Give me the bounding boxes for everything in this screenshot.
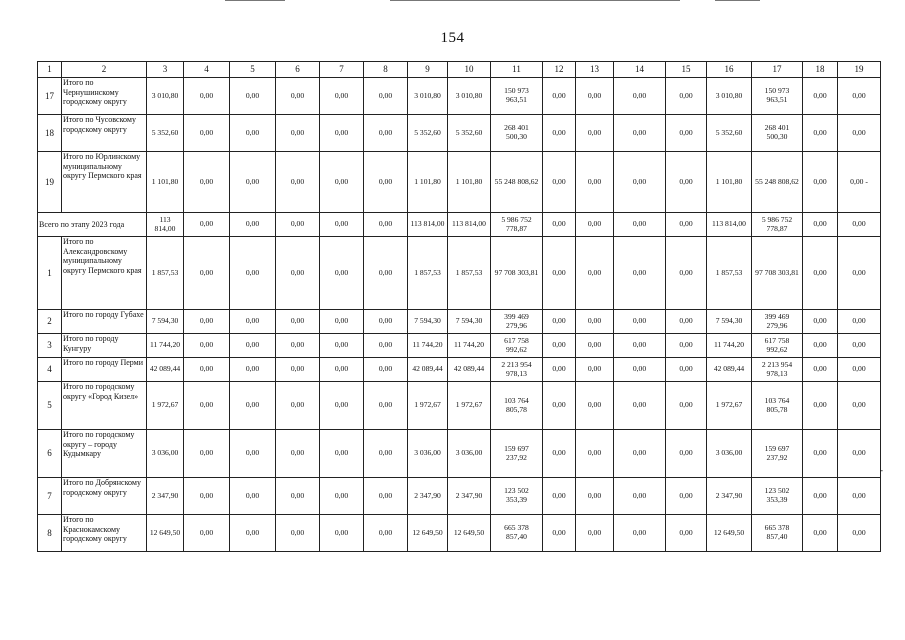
municipality-name: Итого по Юрлинскому муниципальному округу Пермского края <box>62 152 147 213</box>
row-number: 17 <box>38 78 62 115</box>
table-cell: 0,00 <box>230 78 276 115</box>
table-cell: 0,00 <box>666 515 707 552</box>
table-cell: 12 649,50 <box>707 515 752 552</box>
table-cell: 0,00 <box>838 515 881 552</box>
table-cell: 5 352,60 <box>147 115 184 152</box>
column-header-8: 8 <box>364 62 408 78</box>
table-cell: 113 814,00 <box>408 213 448 237</box>
column-header-13: 13 <box>576 62 614 78</box>
table-row <box>38 310 881 334</box>
table-cell: 0,00 <box>320 78 364 115</box>
table-cell: 0,00 <box>276 152 320 213</box>
table-cell: 0,00 <box>576 478 614 515</box>
table-cell: 0,00 <box>576 515 614 552</box>
table-cell: 113 814,00 <box>448 213 491 237</box>
table-cell: 0,00 <box>230 310 276 334</box>
table-cell: 0,00 <box>666 334 707 358</box>
table-cell: 0,00 <box>614 358 666 382</box>
table-row <box>38 213 881 237</box>
table-cell: 113 814,00 <box>147 213 184 237</box>
table-cell: 0,00 <box>276 478 320 515</box>
top-rule-left <box>225 0 285 1</box>
table-cell: 3 010,80 <box>448 78 491 115</box>
top-rule-middle <box>390 0 680 1</box>
table-cell: 123 502 353,39 <box>491 478 543 515</box>
table-cell: 2 213 954 978,13 <box>752 358 803 382</box>
table-cell: 5 986 752 778,87 <box>491 213 543 237</box>
municipality-name: Итого по городскому округу «Город Кизел» <box>62 382 147 430</box>
table-cell: 0,00 <box>364 382 408 430</box>
table-cell: 0,00 <box>320 310 364 334</box>
table-cell: 0,00 <box>543 358 576 382</box>
column-header-6: 6 <box>276 62 320 78</box>
table-cell: 1 857,53 <box>408 237 448 310</box>
table-cell: 617 758 992,62 <box>491 334 543 358</box>
table-cell: 0,00 <box>838 213 881 237</box>
table-cell: 11 744,20 <box>147 334 184 358</box>
table-cell: 1 101,80 <box>707 152 752 213</box>
table-cell: 0,00 <box>276 334 320 358</box>
table-cell: 0,00 <box>184 430 230 478</box>
table-cell: 0,00 <box>184 152 230 213</box>
table-cell: 0,00 <box>230 213 276 237</box>
table-cell: 0,00 <box>576 78 614 115</box>
data-table <box>37 61 881 552</box>
table-cell: 0,00 <box>543 237 576 310</box>
column-header-5: 5 <box>230 62 276 78</box>
row-number: 4 <box>38 358 62 382</box>
table-cell: 0,00 <box>576 334 614 358</box>
table-cell: 0,00 <box>576 213 614 237</box>
table-cell: 0,00 <box>364 515 408 552</box>
row-number: 1 <box>38 237 62 310</box>
table-cell: 2 347,90 <box>707 478 752 515</box>
table-cell: 0,00 <box>803 237 838 310</box>
table-cell: 665 378 857,40 <box>491 515 543 552</box>
table-cell: 1 857,53 <box>448 237 491 310</box>
table-cell: 11 744,20 <box>448 334 491 358</box>
table-cell: 1 972,67 <box>707 382 752 430</box>
table-cell: 0,00 <box>320 213 364 237</box>
table-cell: 1 101,80 <box>147 152 184 213</box>
table-cell: 0,00 <box>838 78 881 115</box>
row-number: 3 <box>38 334 62 358</box>
table-cell: 0,00 <box>184 78 230 115</box>
table-cell: 0,00 <box>364 478 408 515</box>
row-number: 6 <box>38 430 62 478</box>
table-cell: 0,00 <box>838 237 881 310</box>
table-cell: 0,00 <box>230 478 276 515</box>
table-cell: 0,00 <box>230 115 276 152</box>
table-cell: 0,00 <box>320 237 364 310</box>
table-cell: 268 401 500,30 <box>752 115 803 152</box>
table-cell: 0,00 <box>576 310 614 334</box>
table-cell: 0,00 <box>276 515 320 552</box>
column-header-19: 19 <box>838 62 881 78</box>
table-row <box>38 115 881 152</box>
table-cell: 0,00 <box>320 382 364 430</box>
municipality-name: Итого по Добрянскому городскому округу <box>62 478 147 515</box>
column-header-3: 3 <box>147 62 184 78</box>
table-cell: 0,00 <box>803 78 838 115</box>
column-header-10: 10 <box>448 62 491 78</box>
row-number: 7 <box>38 478 62 515</box>
table-cell: 0,00 <box>576 237 614 310</box>
table-cell: 0,00 <box>838 115 881 152</box>
table-cell: 0,00 <box>666 213 707 237</box>
table-cell: 5 352,60 <box>448 115 491 152</box>
table-cell: 0,00 <box>230 382 276 430</box>
table-cell: 0,00 <box>614 334 666 358</box>
column-header-14: 14 <box>614 62 666 78</box>
table-cell: 3 010,80 <box>408 78 448 115</box>
table-row <box>38 78 881 115</box>
table-cell: 0,00 <box>184 334 230 358</box>
table-row <box>38 430 881 478</box>
table-cell: 0,00 <box>614 430 666 478</box>
table-cell: 11 744,20 <box>408 334 448 358</box>
page-number: 154 <box>440 30 465 46</box>
table-cell: 399 469 279,96 <box>491 310 543 334</box>
table-cell: 0,00 <box>576 382 614 430</box>
table-cell: 7 594,30 <box>448 310 491 334</box>
municipality-name: Итого по Александровскому муниципальному округу Пермского края <box>62 237 147 310</box>
table-cell: 0,00 <box>276 237 320 310</box>
table-cell: 1 972,67 <box>448 382 491 430</box>
table-cell: 2 347,90 <box>147 478 184 515</box>
column-header-4: 4 <box>184 62 230 78</box>
table-cell: 0,00 <box>803 152 838 213</box>
table-cell: 0,00 <box>276 78 320 115</box>
header-row <box>38 62 881 78</box>
column-header-9: 9 <box>408 62 448 78</box>
table-cell: 0,00 <box>184 382 230 430</box>
table-cell: 0,00 <box>184 310 230 334</box>
table-cell: 1 101,80 <box>448 152 491 213</box>
table-cell: 0,00 <box>320 152 364 213</box>
margin-mark: - <box>880 465 883 475</box>
table-row <box>38 515 881 552</box>
column-header-17: 17 <box>752 62 803 78</box>
table-cell: 617 758 992,62 <box>752 334 803 358</box>
table-cell: 42 089,44 <box>147 358 184 382</box>
table-cell: 0,00 <box>614 115 666 152</box>
table-cell: 0,00 <box>364 78 408 115</box>
table-cell: 0,00 <box>803 115 838 152</box>
table-cell: 3 036,00 <box>448 430 491 478</box>
table-cell: 0,00 <box>838 430 881 478</box>
column-header-1: 1 <box>38 62 62 78</box>
table-cell: 2 347,90 <box>448 478 491 515</box>
table-cell: 0,00 <box>666 382 707 430</box>
table-cell: 0,00 <box>276 382 320 430</box>
table-cell: 0,00 <box>666 237 707 310</box>
table-cell: 0,00 <box>320 515 364 552</box>
table-cell: 0,00 <box>543 478 576 515</box>
table-cell: 0,00 <box>230 358 276 382</box>
table-cell: 2 213 954 978,13 <box>491 358 543 382</box>
table-cell: 0,00 <box>576 152 614 213</box>
table-cell: 159 697 237,92 <box>491 430 543 478</box>
table-cell: 103 764 805,78 <box>491 382 543 430</box>
table-cell: 0,00 <box>184 237 230 310</box>
table-cell: 0,00 <box>320 430 364 478</box>
table-cell: 3 010,80 <box>147 78 184 115</box>
table-cell: 0,00 <box>364 213 408 237</box>
row-number: 8 <box>38 515 62 552</box>
table-cell: 0,00 <box>803 515 838 552</box>
table-cell: 103 764 805,78 <box>752 382 803 430</box>
table-cell: 0,00 <box>614 382 666 430</box>
table-cell: 159 697 237,92 <box>752 430 803 478</box>
table-cell: 1 101,80 <box>408 152 448 213</box>
table-cell: 0,00 <box>666 430 707 478</box>
table-cell: 0,00 <box>803 213 838 237</box>
table-cell: 0,00 <box>803 382 838 430</box>
table-cell: 0,00 <box>276 430 320 478</box>
table-cell: 1 857,53 <box>707 237 752 310</box>
column-header-12: 12 <box>543 62 576 78</box>
table-row <box>38 152 881 213</box>
table-cell: 0,00 <box>364 115 408 152</box>
column-header-11: 11 <box>491 62 543 78</box>
table-cell: 150 973 963,51 <box>752 78 803 115</box>
table-cell: 42 089,44 <box>408 358 448 382</box>
table-cell: 97 708 303,81 <box>752 237 803 310</box>
table-cell: 3 036,00 <box>408 430 448 478</box>
table-cell: 123 502 353,39 <box>752 478 803 515</box>
table-row <box>38 334 881 358</box>
municipality-name: Итого по Чусовскому городскому округу <box>62 115 147 152</box>
table-cell: 0,00 <box>543 310 576 334</box>
table-cell: 55 248 808,62 <box>752 152 803 213</box>
table-cell: 0,00 - <box>838 152 881 213</box>
municipality-name: Итого по городскому округу – городу Кудымкару <box>62 430 147 478</box>
table-cell: 0,00 <box>576 430 614 478</box>
row-number: 19 <box>38 152 62 213</box>
table-cell: 0,00 <box>838 382 881 430</box>
table-cell: 42 089,44 <box>707 358 752 382</box>
table-cell: 0,00 <box>838 310 881 334</box>
table-cell: 113 814,00 <box>707 213 752 237</box>
table-cell: 0,00 <box>838 358 881 382</box>
table-cell: 97 708 303,81 <box>491 237 543 310</box>
table-cell: 7 594,30 <box>408 310 448 334</box>
municipality-name: Итого по городу Губахе <box>62 310 147 334</box>
top-rule-right <box>715 0 760 1</box>
table-cell: 0,00 <box>230 237 276 310</box>
table-cell: 42 089,44 <box>448 358 491 382</box>
table-cell: 0,00 <box>838 478 881 515</box>
table-cell: 0,00 <box>666 152 707 213</box>
table-cell: 0,00 <box>614 78 666 115</box>
table-cell: 2 347,90 <box>408 478 448 515</box>
table-cell: 0,00 <box>543 213 576 237</box>
table-cell: 0,00 <box>614 310 666 334</box>
row-number: 5 <box>38 382 62 430</box>
table-cell: 12 649,50 <box>448 515 491 552</box>
table-cell: 0,00 <box>543 382 576 430</box>
table-cell: 0,00 <box>184 358 230 382</box>
table-cell: 12 649,50 <box>147 515 184 552</box>
municipality-name: Итого по городу Кунгуру <box>62 334 147 358</box>
table-cell: 268 401 500,30 <box>491 115 543 152</box>
table-cell: 0,00 <box>614 213 666 237</box>
table-cell: 0,00 <box>614 515 666 552</box>
table-cell: 0,00 <box>184 515 230 552</box>
table-cell: 0,00 <box>276 115 320 152</box>
table-cell: 1 972,67 <box>147 382 184 430</box>
table-row <box>38 358 881 382</box>
table-cell: 0,00 <box>320 478 364 515</box>
table-cell: 0,00 <box>543 152 576 213</box>
table-row <box>38 237 881 310</box>
table-row <box>38 478 881 515</box>
row-number: 18 <box>38 115 62 152</box>
table-cell: 0,00 <box>803 430 838 478</box>
column-header-16: 16 <box>707 62 752 78</box>
table-cell: 5 352,60 <box>707 115 752 152</box>
table-cell: 0,00 <box>276 358 320 382</box>
municipality-name: Итого по Краснокамскому городскому округу <box>62 515 147 552</box>
table-cell: 0,00 <box>666 358 707 382</box>
table-cell: 12 649,50 <box>408 515 448 552</box>
table-cell: 0,00 <box>666 478 707 515</box>
table-cell: 5 352,60 <box>408 115 448 152</box>
table-cell: 0,00 <box>803 358 838 382</box>
municipality-name: Итого по городу Перми <box>62 358 147 382</box>
column-header-15: 15 <box>666 62 707 78</box>
table-cell: 0,00 <box>666 310 707 334</box>
table-cell: 0,00 <box>364 237 408 310</box>
table-cell: 0,00 <box>320 115 364 152</box>
table-cell: 0,00 <box>276 310 320 334</box>
table-cell: 0,00 <box>320 334 364 358</box>
table-cell: 0,00 <box>803 334 838 358</box>
row-number: 2 <box>38 310 62 334</box>
table-cell: 0,00 <box>364 334 408 358</box>
table-cell: 0,00 <box>614 478 666 515</box>
table-cell: 0,00 <box>364 430 408 478</box>
table-cell: 150 973 963,51 <box>491 78 543 115</box>
table-cell: 0,00 <box>543 115 576 152</box>
table-cell: 0,00 <box>543 430 576 478</box>
table-cell: 0,00 <box>364 358 408 382</box>
table-cell: 399 469 279,96 <box>752 310 803 334</box>
table-cell: 0,00 <box>838 334 881 358</box>
table-cell: 0,00 <box>576 115 614 152</box>
table-cell: 0,00 <box>230 152 276 213</box>
table-cell: 3 010,80 <box>707 78 752 115</box>
table-cell: 0,00 <box>230 430 276 478</box>
table-cell: 0,00 <box>543 78 576 115</box>
table-cell: 0,00 <box>276 213 320 237</box>
table-cell: 7 594,30 <box>707 310 752 334</box>
table-cell: 0,00 <box>576 358 614 382</box>
table-cell: 0,00 <box>803 310 838 334</box>
table-cell: 5 986 752 778,87 <box>752 213 803 237</box>
table-cell: 3 036,00 <box>707 430 752 478</box>
column-header-7: 7 <box>320 62 364 78</box>
table-cell: 0,00 <box>230 334 276 358</box>
table-cell: 0,00 <box>666 78 707 115</box>
table-row <box>38 382 881 430</box>
table-cell: 55 248 808,62 <box>491 152 543 213</box>
table-cell: 0,00 <box>364 152 408 213</box>
table-cell: 0,00 <box>666 115 707 152</box>
table-body <box>38 78 881 552</box>
stage-total-label: Всего по этапу 2023 года <box>38 213 147 237</box>
table-cell: 1 972,67 <box>408 382 448 430</box>
table-cell: 0,00 <box>614 237 666 310</box>
table-cell: 0,00 <box>184 478 230 515</box>
table-cell: 0,00 <box>614 152 666 213</box>
municipality-name: Итого по Чернушинскому городскому округу <box>62 78 147 115</box>
table-cell: 3 036,00 <box>147 430 184 478</box>
table-cell: 0,00 <box>320 358 364 382</box>
table-cell: 0,00 <box>543 515 576 552</box>
table-cell: 665 378 857,40 <box>752 515 803 552</box>
table-cell: 0,00 <box>184 213 230 237</box>
table-cell: 1 857,53 <box>147 237 184 310</box>
table-cell: 0,00 <box>230 515 276 552</box>
table-cell: 0,00 <box>184 115 230 152</box>
column-header-18: 18 <box>803 62 838 78</box>
column-header-2: 2 <box>62 62 147 78</box>
table-cell: 7 594,30 <box>147 310 184 334</box>
table-cell: 11 744,20 <box>707 334 752 358</box>
table-cell: 0,00 <box>364 310 408 334</box>
table-cell: 0,00 <box>543 334 576 358</box>
table-cell: 0,00 <box>803 478 838 515</box>
